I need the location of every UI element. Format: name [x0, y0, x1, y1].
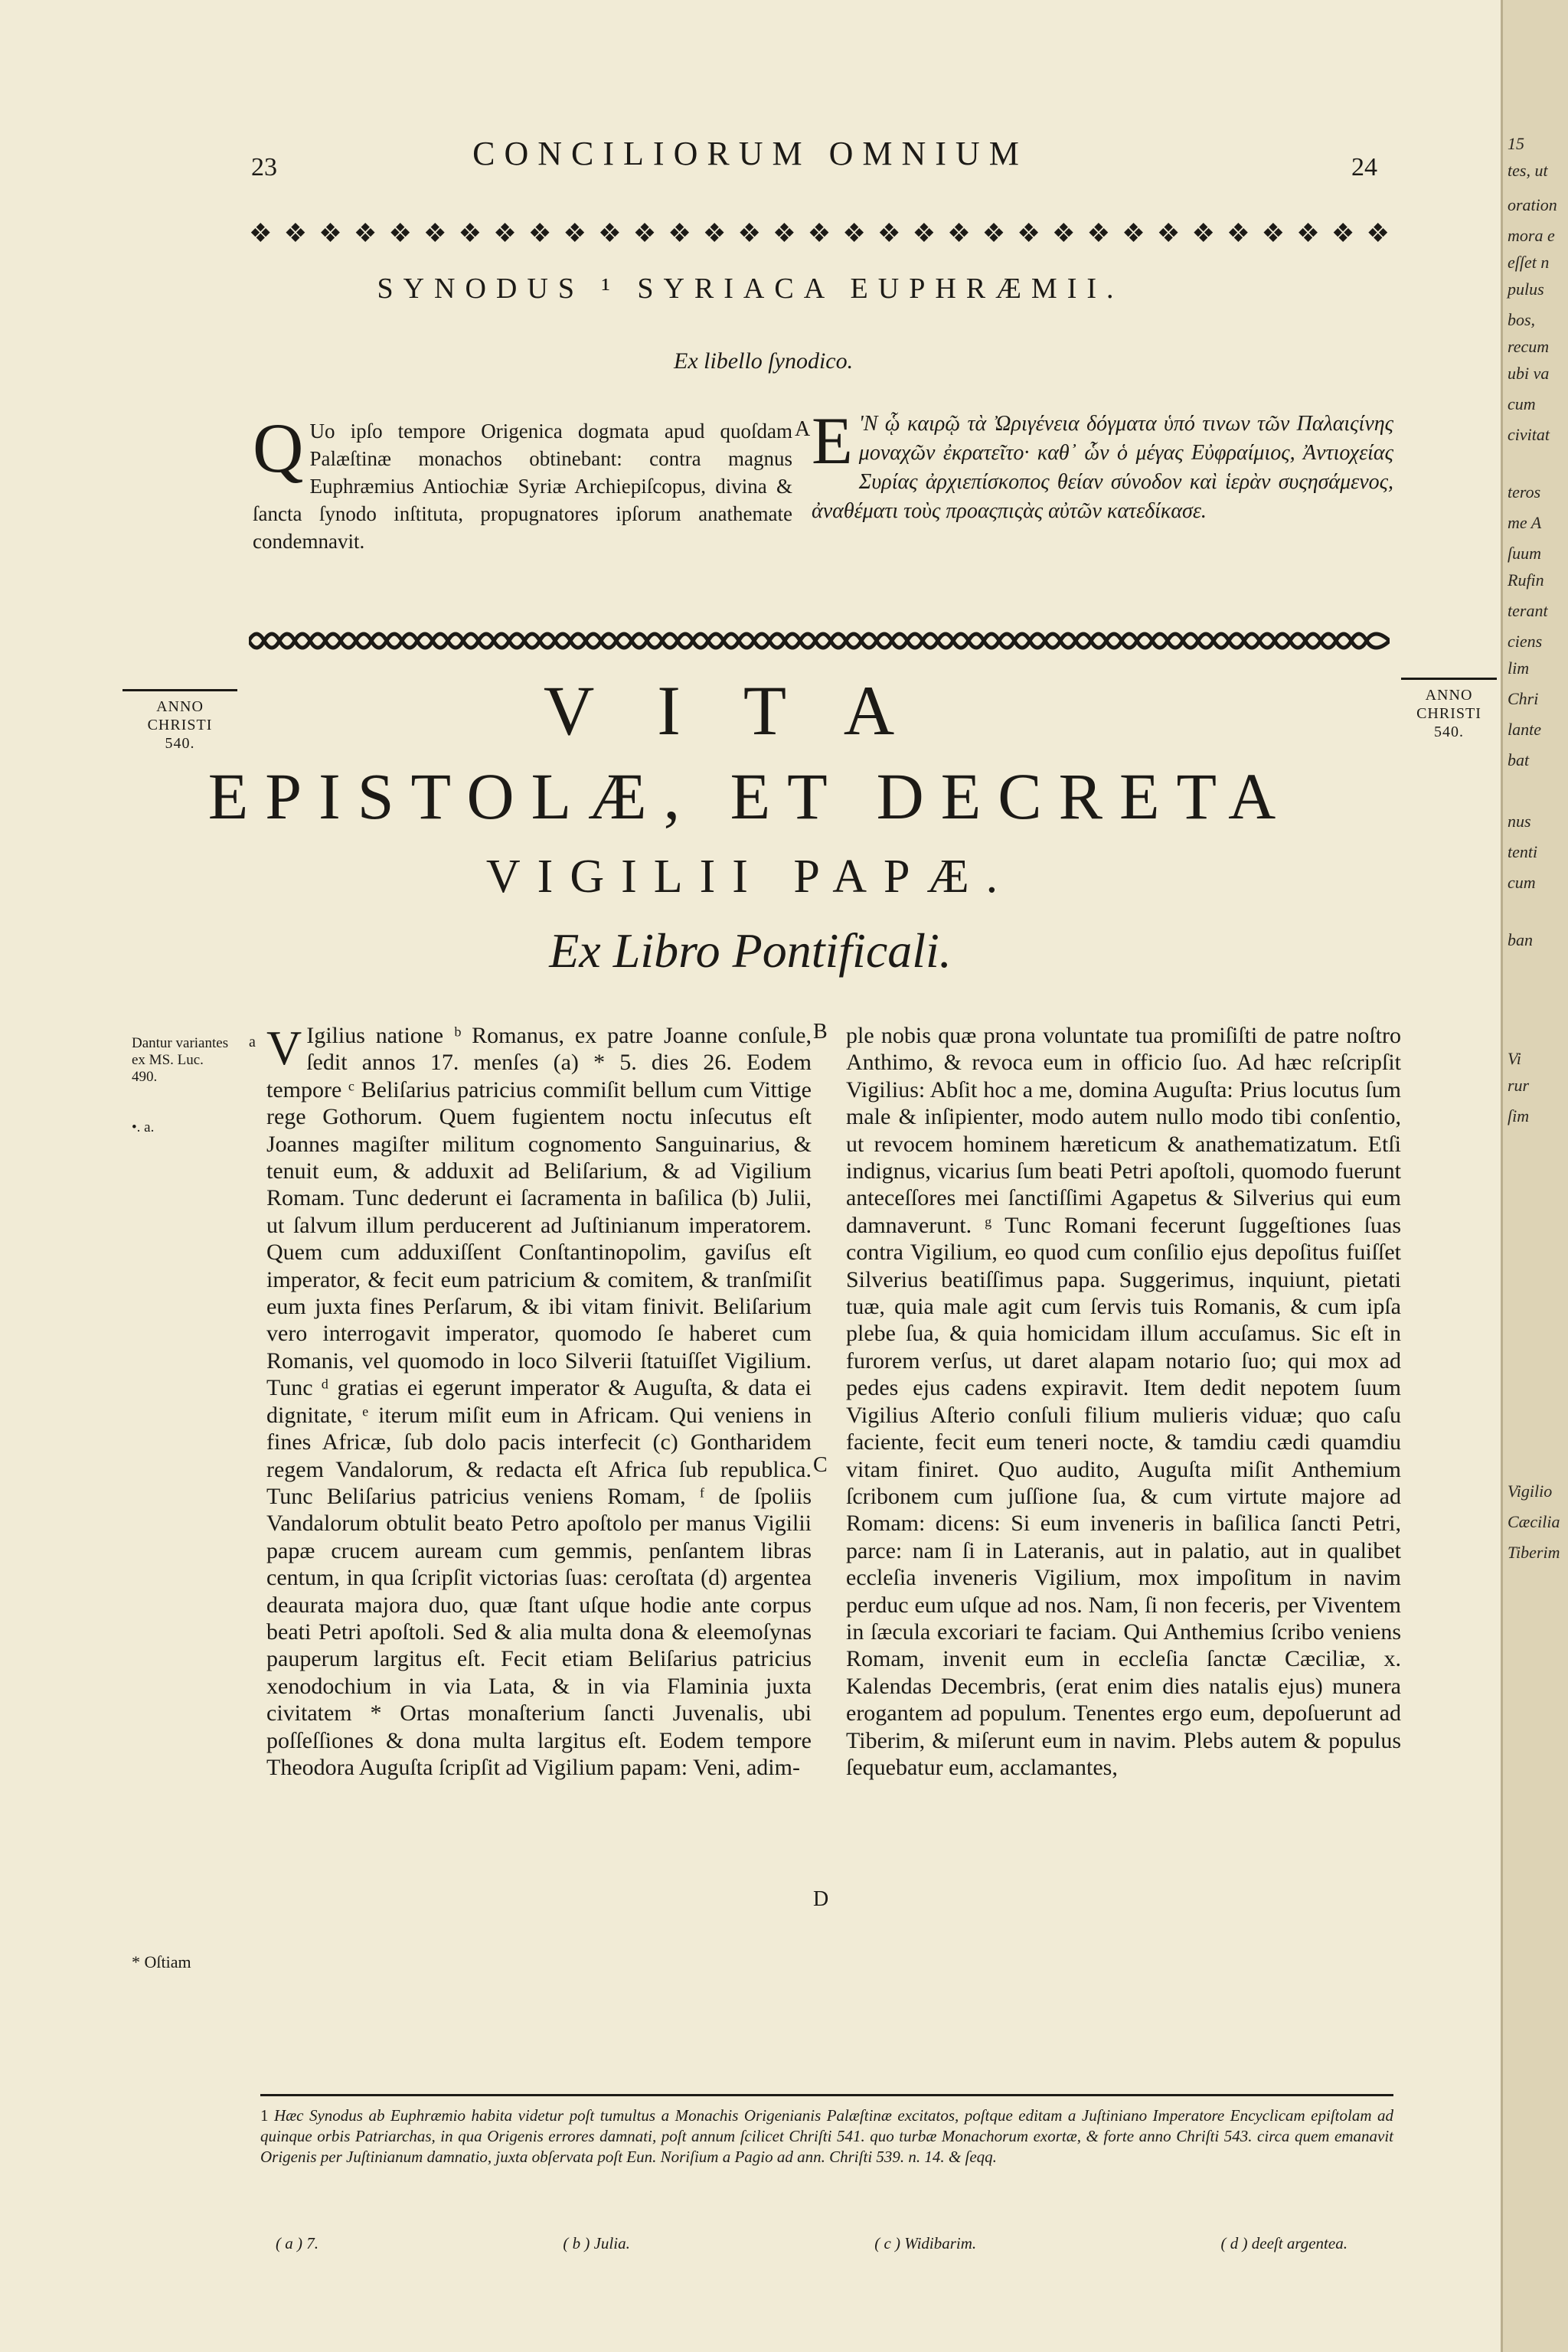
title-vigilii: VIGILII PAPÆ.: [485, 851, 1015, 903]
title-epistolae: EPISTOLÆ, ET DECRETA: [207, 760, 1293, 833]
variant-b: ( b ) Julia.: [563, 2234, 630, 2252]
variant-a: ( a ) 7.: [276, 2234, 318, 2252]
anno-christi-left: ANNO CHRISTI 540.: [122, 689, 237, 753]
variant-readings: [276, 2234, 1348, 2253]
running-head: CONCILIORUM OMNIUM: [472, 135, 1028, 172]
lead-mark-a: a: [249, 1034, 256, 1050]
footnote-rule: [260, 2094, 1393, 2096]
footnote: [260, 2105, 1393, 2167]
sidenote-variants: Dantur variantes ex MS. Luc. 490.: [132, 1035, 229, 1085]
variant-c: ( c ) Widibarim.: [874, 2234, 977, 2252]
page-number-left: 23: [251, 153, 277, 181]
footnote-number: 1: [260, 2106, 269, 2125]
synod-subtitle: Ex libello ſynodico.: [674, 348, 854, 374]
ornament-band-middle: [249, 624, 1390, 658]
title-source: Ex Libro Pontificali.: [549, 923, 952, 978]
sidenote-ostiam: * Oſtiam: [132, 1952, 191, 1971]
page-number-right: 24: [1351, 153, 1377, 181]
latin-summary: [253, 409, 792, 555]
text-column-left: [266, 1022, 812, 1781]
latin-summary-text: Uo ipſo tempore Origenica dogmata apud quoſdam Palæſtinæ monachos obtinebant: contra magnus Euphræmius Antiochiæ Syriæ Archiepiſcopus, divina & ſancta ſynodo inſtituta, propugnatores ipſorum anathemate condemnavit.: [253, 420, 792, 553]
margin-marker-d: D: [813, 1887, 829, 1911]
drop-cap-q: Q: [253, 409, 304, 487]
column-left-text: Igilius natione ᵇ Romanus, ex patre Joanne conſule, ſedit annos 17. menſes (a) * 5. dies 26. Eodem tempore ᶜ Beliſarius patricius commiſit bellum cum Vittige rege Gothorum. Quem fugientem noctu inſecutus eſt Joannes magiſter militum cognomento Sanguinarius, & tenuit eum, & adduxit ad Beliſarium, & ad Vigilium Romam. Tunc dederunt ei ſacramenta in baſilica (b) Julii, ut ſalvum illum perducerent ad Juſtinianum imperatorem. Quem cum adduxiſſent Conſtantinopolim, gaviſus eſt imperator, & fecit eum patricium & comitem, & tranſmiſit eum juxta fines Perſarum, & ibi vitam finivit. Beliſarium vero interrogavit imperator, quomodo ſe haberet cum Romanis, vel quomodo in loco Silverii ſtatuiſſet Vigilium. Tunc ᵈ gratias ei egerunt imperator & Auguſta, & data ei dignitate, ᵉ iterum miſit eum in Africam. Qui veniens in fines Africæ, ſub dolo pacis interfecit (c) Gontharidem regem Vandalorum, & redacta eſt Africa ſub republica. Tunc Beliſarius patricius veniens Romam, ᶠ de ſpoliis Vandalorum obtulit beato Petro apoſtolo per manus Vigilii papæ crucem auream cum gemmis, penſantem libras centum, in qua ſcripſit victorias ſuas: ceroſtata (d) argentea deaurata majora duo, quæ ſtant uſque hodie ante corpus beati Petri apoſtoli. Sed & alia multa dona & eleemoſynas pauperum largitus eſt. Fecit etiam Beliſarius patricius xenodochium in via Lata, & in via Flaminia juxta civitatem * Ortas monaſterium ſancti Juvenalis, ubi poſſeſſiones & dona multa largitus eſt. Eodem tempore Theodora Auguſta ſcripſit ad Vigilium papam: Veni, adim-: [266, 1023, 812, 1780]
margin-marker-c: C: [813, 1453, 828, 1477]
margin-marker-b: B: [813, 1020, 828, 1044]
anno-christi-right: ANNO CHRISTI 540.: [1401, 678, 1497, 741]
drop-cap-e: E: [812, 404, 853, 479]
title-vita: VITA: [543, 671, 958, 750]
margin-marker-a: A: [795, 417, 811, 441]
sidenote-marks: •. a.: [132, 1119, 155, 1135]
drop-cap-v: V: [266, 1021, 302, 1075]
ornament-band-top: ❖ ❖ ❖ ❖ ❖ ❖ ❖ ❖ ❖ ❖ ❖ ❖ ❖ ❖ ❖ ❖ ❖ ❖ ❖ ❖ ❖ ❖ ❖ ❖ ❖ ❖ ❖ ❖ ❖ ❖ ❖ ❖ ❖: [249, 220, 1390, 248]
next-page-edge: 15 tes, ut oration mora e eſſet n pulus bos, recum ubi va cum civitat teros me A ſuum Rufin terant ciens lim Chri lante bat nus tenti cum ban Vi rur ſim Vigilio Cæcilia Tiberim: [1501, 0, 1568, 2352]
text-column-right: [846, 1022, 1401, 1781]
footnote-text: Hæc Synodus ab Euphræmio habita videtur poſt tumultus a Monachis Origenianis Palæſtinæ excitatos, poſtque editam a Juſtiniano Imperatore Encyclicam epiſtolam ad quinque orbis Patriarchas, in qua Origenis errores damnati, poſt annum ſcilicet Chriſti 541. quo turbæ Monachorum exortæ, & forte anno Chriſti 543. circa quem emanavit Origenis per Juſtinianum damnatio, juxta obſervata poſt Eun. Noriſium a Pagio ad ann. Chriſti 539. n. 14. & ſeqq.: [260, 2106, 1394, 2166]
synod-title: SYNODUS ¹ SYRIACA EUPHRÆMII.: [377, 273, 1124, 305]
column-right-text: ple nobis quæ prona voluntate tua promiſiſti de patre noſtro Anthimo, & revoca eum in officio ſuo. Ad hæc reſcripſit Vigilius: Abſit hoc a me, domina Auguſta: Prius locutus ſum male & inſipienter, modo autem nullo modo tibi conſentio, ut revocem hominem hæreticum & anathematizatum. Etſi indignus, vicarius ſum beati Petri apoſtoli, quomodo fuerunt anteceſſores mei ſanctiſſimi Agapetus & Silverius qui eum damnaverunt. ᵍ Tunc Romani fecerunt ſuggeſtiones ſuas contra Vigilium, eo quod cum conſilio ejus depoſitus fuiſſet Silverius beatiſſimus papa. Suggerimus, inquiunt, pietati tuæ, quia male agit cum ſervis tuis Romanis, & cum ipſa plebe ſua, & quia homicidam illum accuſamus. Sic eſt in furorem verſus, ut daret alapam notario ſuo; qui mox ad pedes ejus cadens expiravit. Item dedit nepotem ſuum Vigilius Aſterio conſuli filium mulieris viduæ; quo caſu faciente, fecit eum teneri nocte, & tamdiu cædi quamdiu vitam finiret. Quo audito, Auguſta miſit Anthemium ſcribonem cum juſſione ſua, & cum virtute majore ad Romam: dicens: Si eum inveneris in baſilica ſancti Petri, parce: nam ſi in Lateranis, aut in palatio, aut in qualibet eccleſia inveneris Vigilium, mox impoſitum in navim perduc eum uſque ad nos. Nam, ſi non feceris, per Viventem in ſæcula excoriari te faciam. Qui Anthemius ſcribo veniens Romam, invenit eum in eccleſia ſanctæ Cæciliæ, x. Kalendas Decembris, (erat enim dies natalis ejus) munera erogantem ad populum. Tenentes ergo eum, depoſuerunt ad Tiberim, & miſerunt eum in navim. Plebs autem & populus ſequebatur eum, acclamantes,: [846, 1023, 1401, 1780]
variant-d: ( d ) deeſt argentea.: [1220, 2234, 1348, 2252]
greek-summary: [812, 404, 1393, 526]
greek-summary-text: 'N ᾧ καιρῷ τὰ Ὠριγένεια δόγματα ὑπό τινων τῶν Παλαιςίνης μοναχῶν ἐκρατεῖτο· καθ᾽ ὧν ὁ μέγας Εὐφραίμιος, Ἀντιοχείας Συρίας ἀρχιεπίσκοπος θείαν σύνοδον καὶ ἱερὰν συςησάμενος, ἀναθέματι τοὺς προαςπιςὰς αὐτῶν κατεδίκασε.: [812, 412, 1393, 523]
